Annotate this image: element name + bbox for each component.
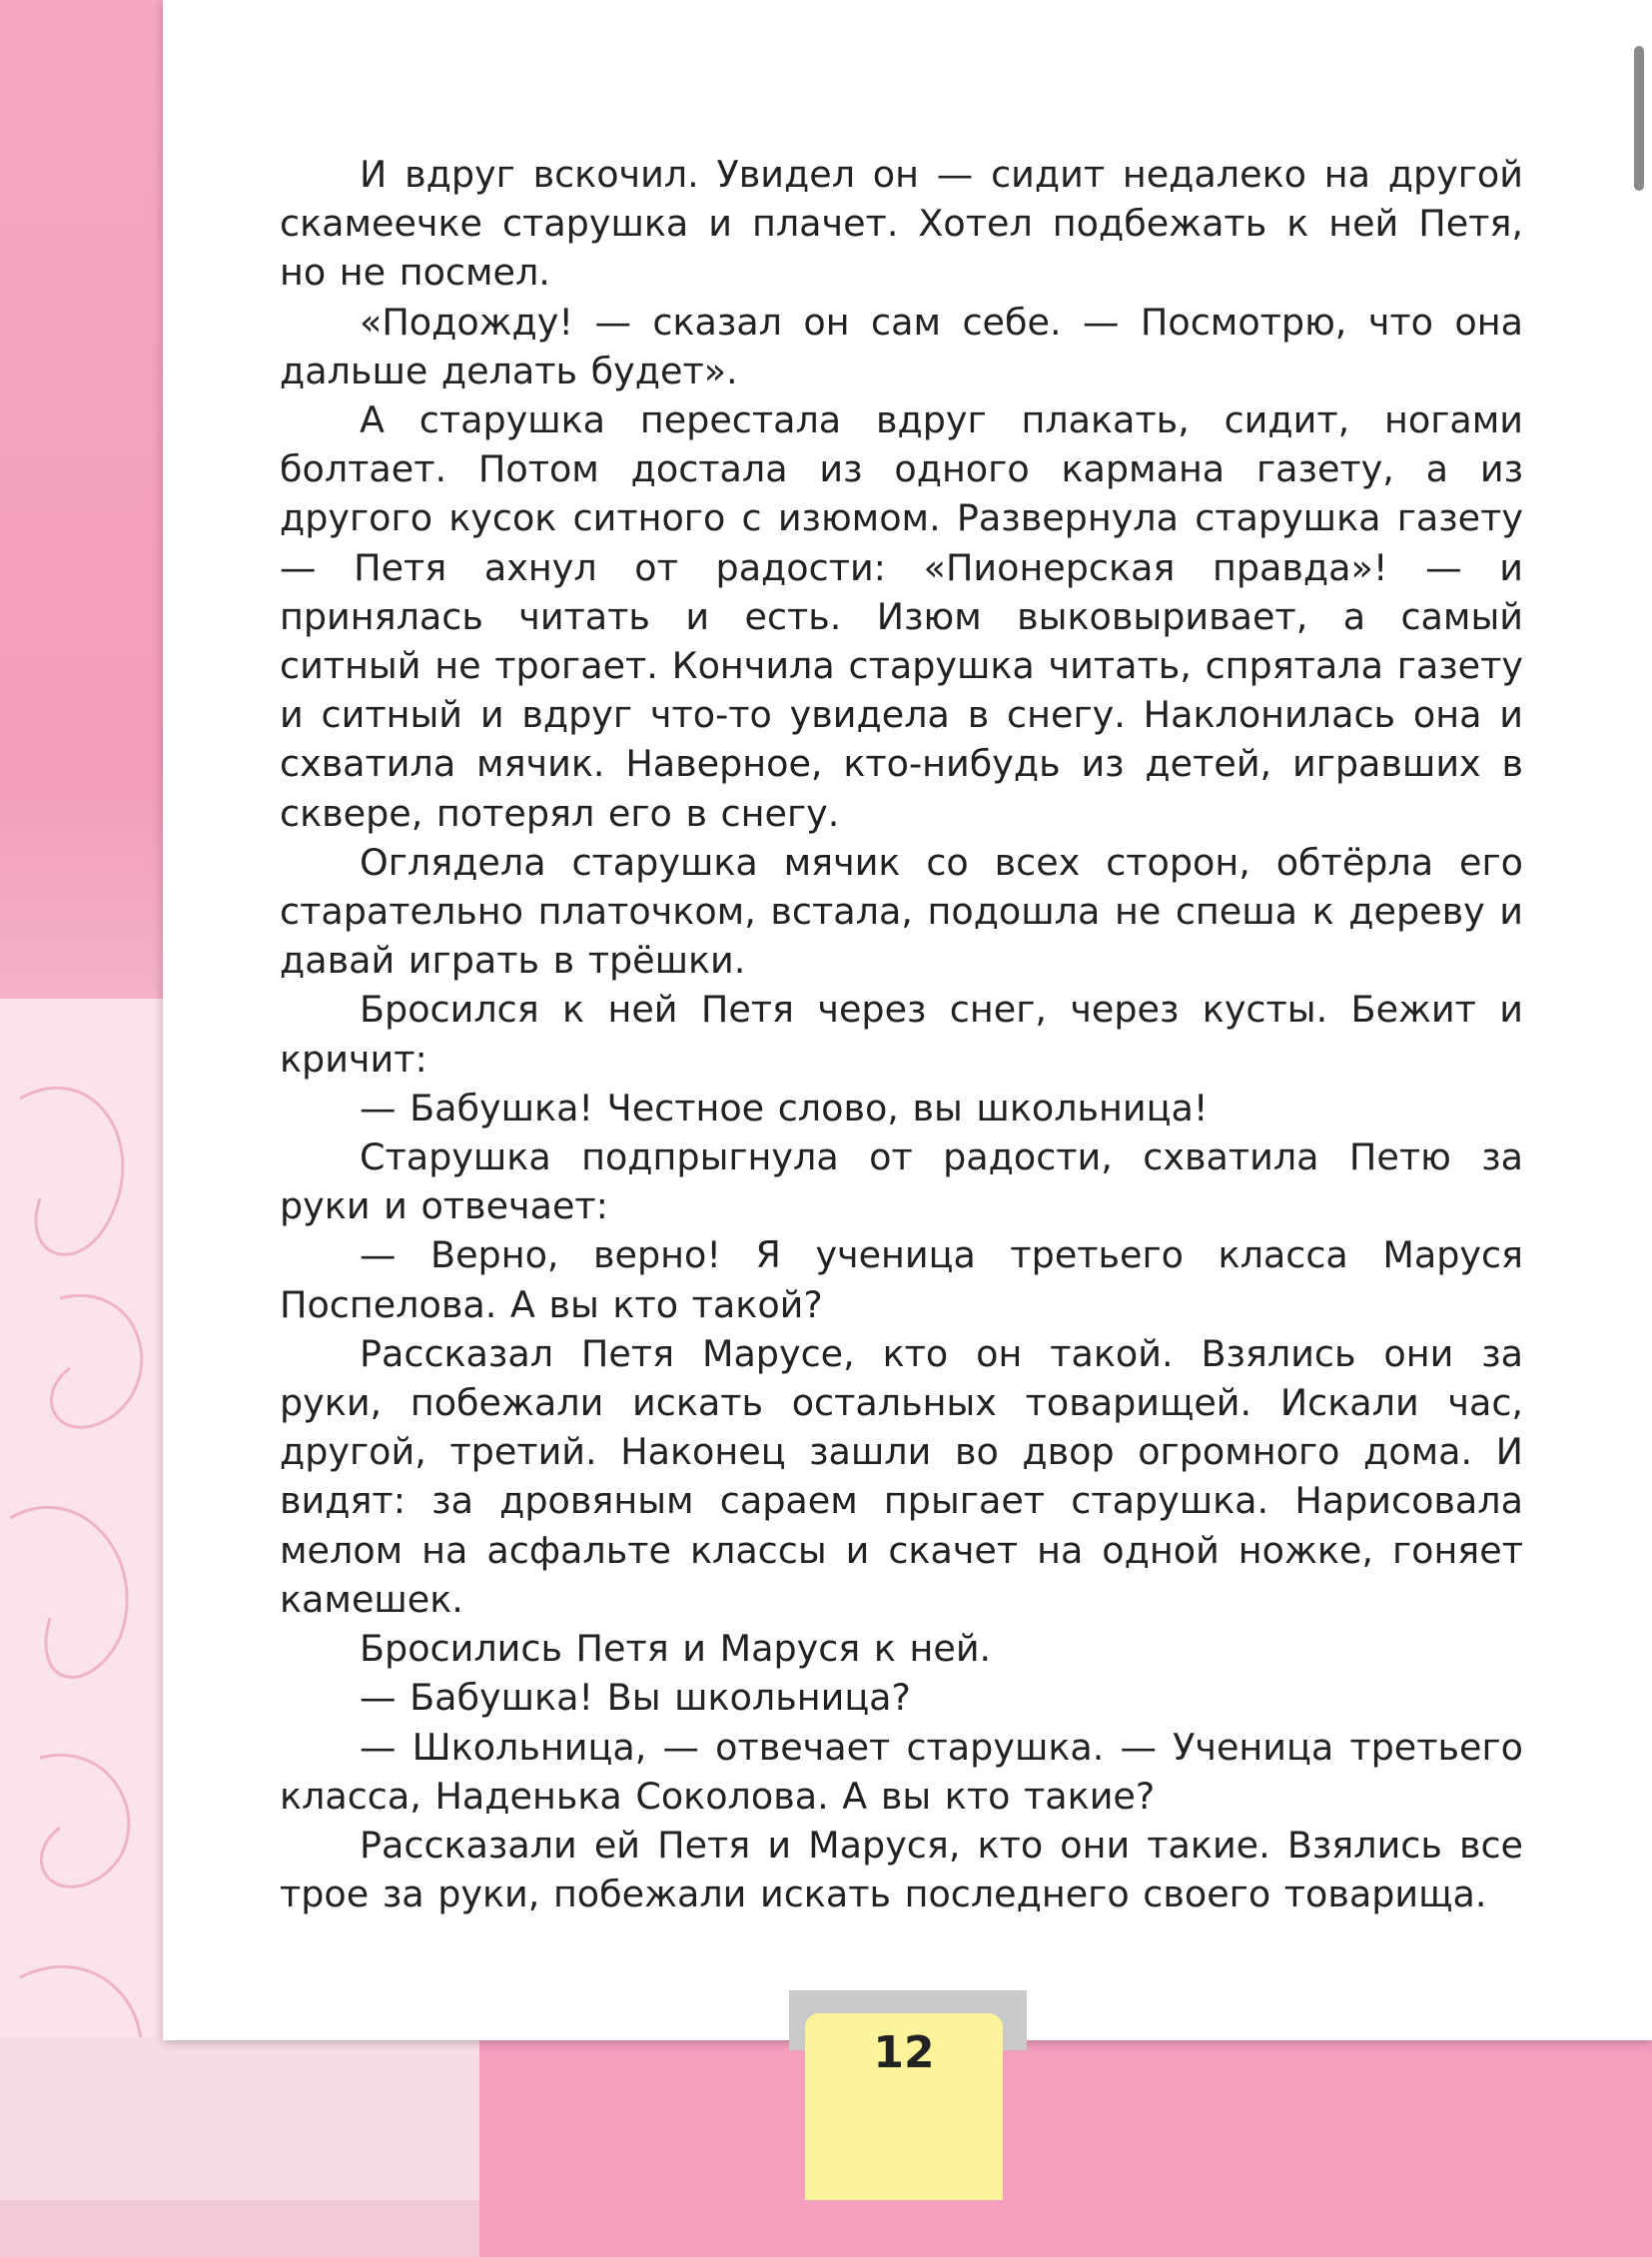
page-number: 12: [805, 2013, 1003, 2200]
paragraph: — Верно, верно! Я ученица третьего класса Маруся Поспелова. А вы кто такой?: [280, 1233, 1523, 1326]
scrollbar[interactable]: [1634, 46, 1644, 191]
paragraph: — Школьница, — отвечает старушка. — Ученица третьего класса, Наденька Соколова. А вы кто такие?: [280, 1725, 1523, 1818]
paragraph: Рассказали ей Петя и Маруся, кто они такие. Взялись все трое за руки, побежали искать последнего своего товарища.: [280, 1823, 1523, 1916]
paragraph: Старушка подпрыгнула от радости, схватила Петю за руки и отвечает:: [280, 1135, 1523, 1228]
paragraph: Бросились Петя и Маруся к ней.: [360, 1627, 992, 1671]
page-text: [280, 150, 1523, 1918]
paragraph: Оглядела старушка мячик со всех сторон, обтёрла его старательно платочком, встала, подошла не спеша к дереву и давай играть в трёшки.: [280, 840, 1523, 983]
paragraph: Рассказал Петя Марусе, кто он такой. Взялись они за руки, побежали искать остальных товарищей. Искали час, другой, третий. Наконец зашли во двор огромного дома. И видят: за дровяным сараем прыгает старушка. Нарисовала мелом на асфальте классы и скачет на одной ножке, гоняет камешек.: [280, 1331, 1523, 1621]
paragraph: — Бабушка! Честное слово, вы школьница!: [360, 1086, 1209, 1129]
paragraph: Бросился к ней Петя через снег, через кусты. Бежит и кричит:: [280, 988, 1523, 1081]
paragraph: А старушка перестала вдруг плакать, сидит, ногами болтает. Потом достала из одного кармана газету, а из другого кусок ситного с изюмом. Развернула старушка газету — Петя ахнул от радости: «Пионерская правда»! — и принялась читать и есть. Изюм выковыривает, а самый ситный не трогает. Кончила старушка читать, спрятала газету и ситный и вдруг что-то увидела в снегу. Наклонилась она и схватила мячик. Наверное, кто-нибудь из детей, игравших в сквере, потерял его в снегу.: [280, 398, 1523, 835]
paragraph: «Подожду! — сказал он сам себе. — Посмотрю, что она дальше делать будет».: [280, 300, 1523, 392]
paragraph: — Бабушка! Вы школьница?: [360, 1676, 911, 1720]
paragraph: И вдруг вскочил. Увидел он — сидит недалеко на другой скамеечке старушка и плачет. Хотел подбежать к ней Петя, но не посмел.: [280, 153, 1523, 295]
